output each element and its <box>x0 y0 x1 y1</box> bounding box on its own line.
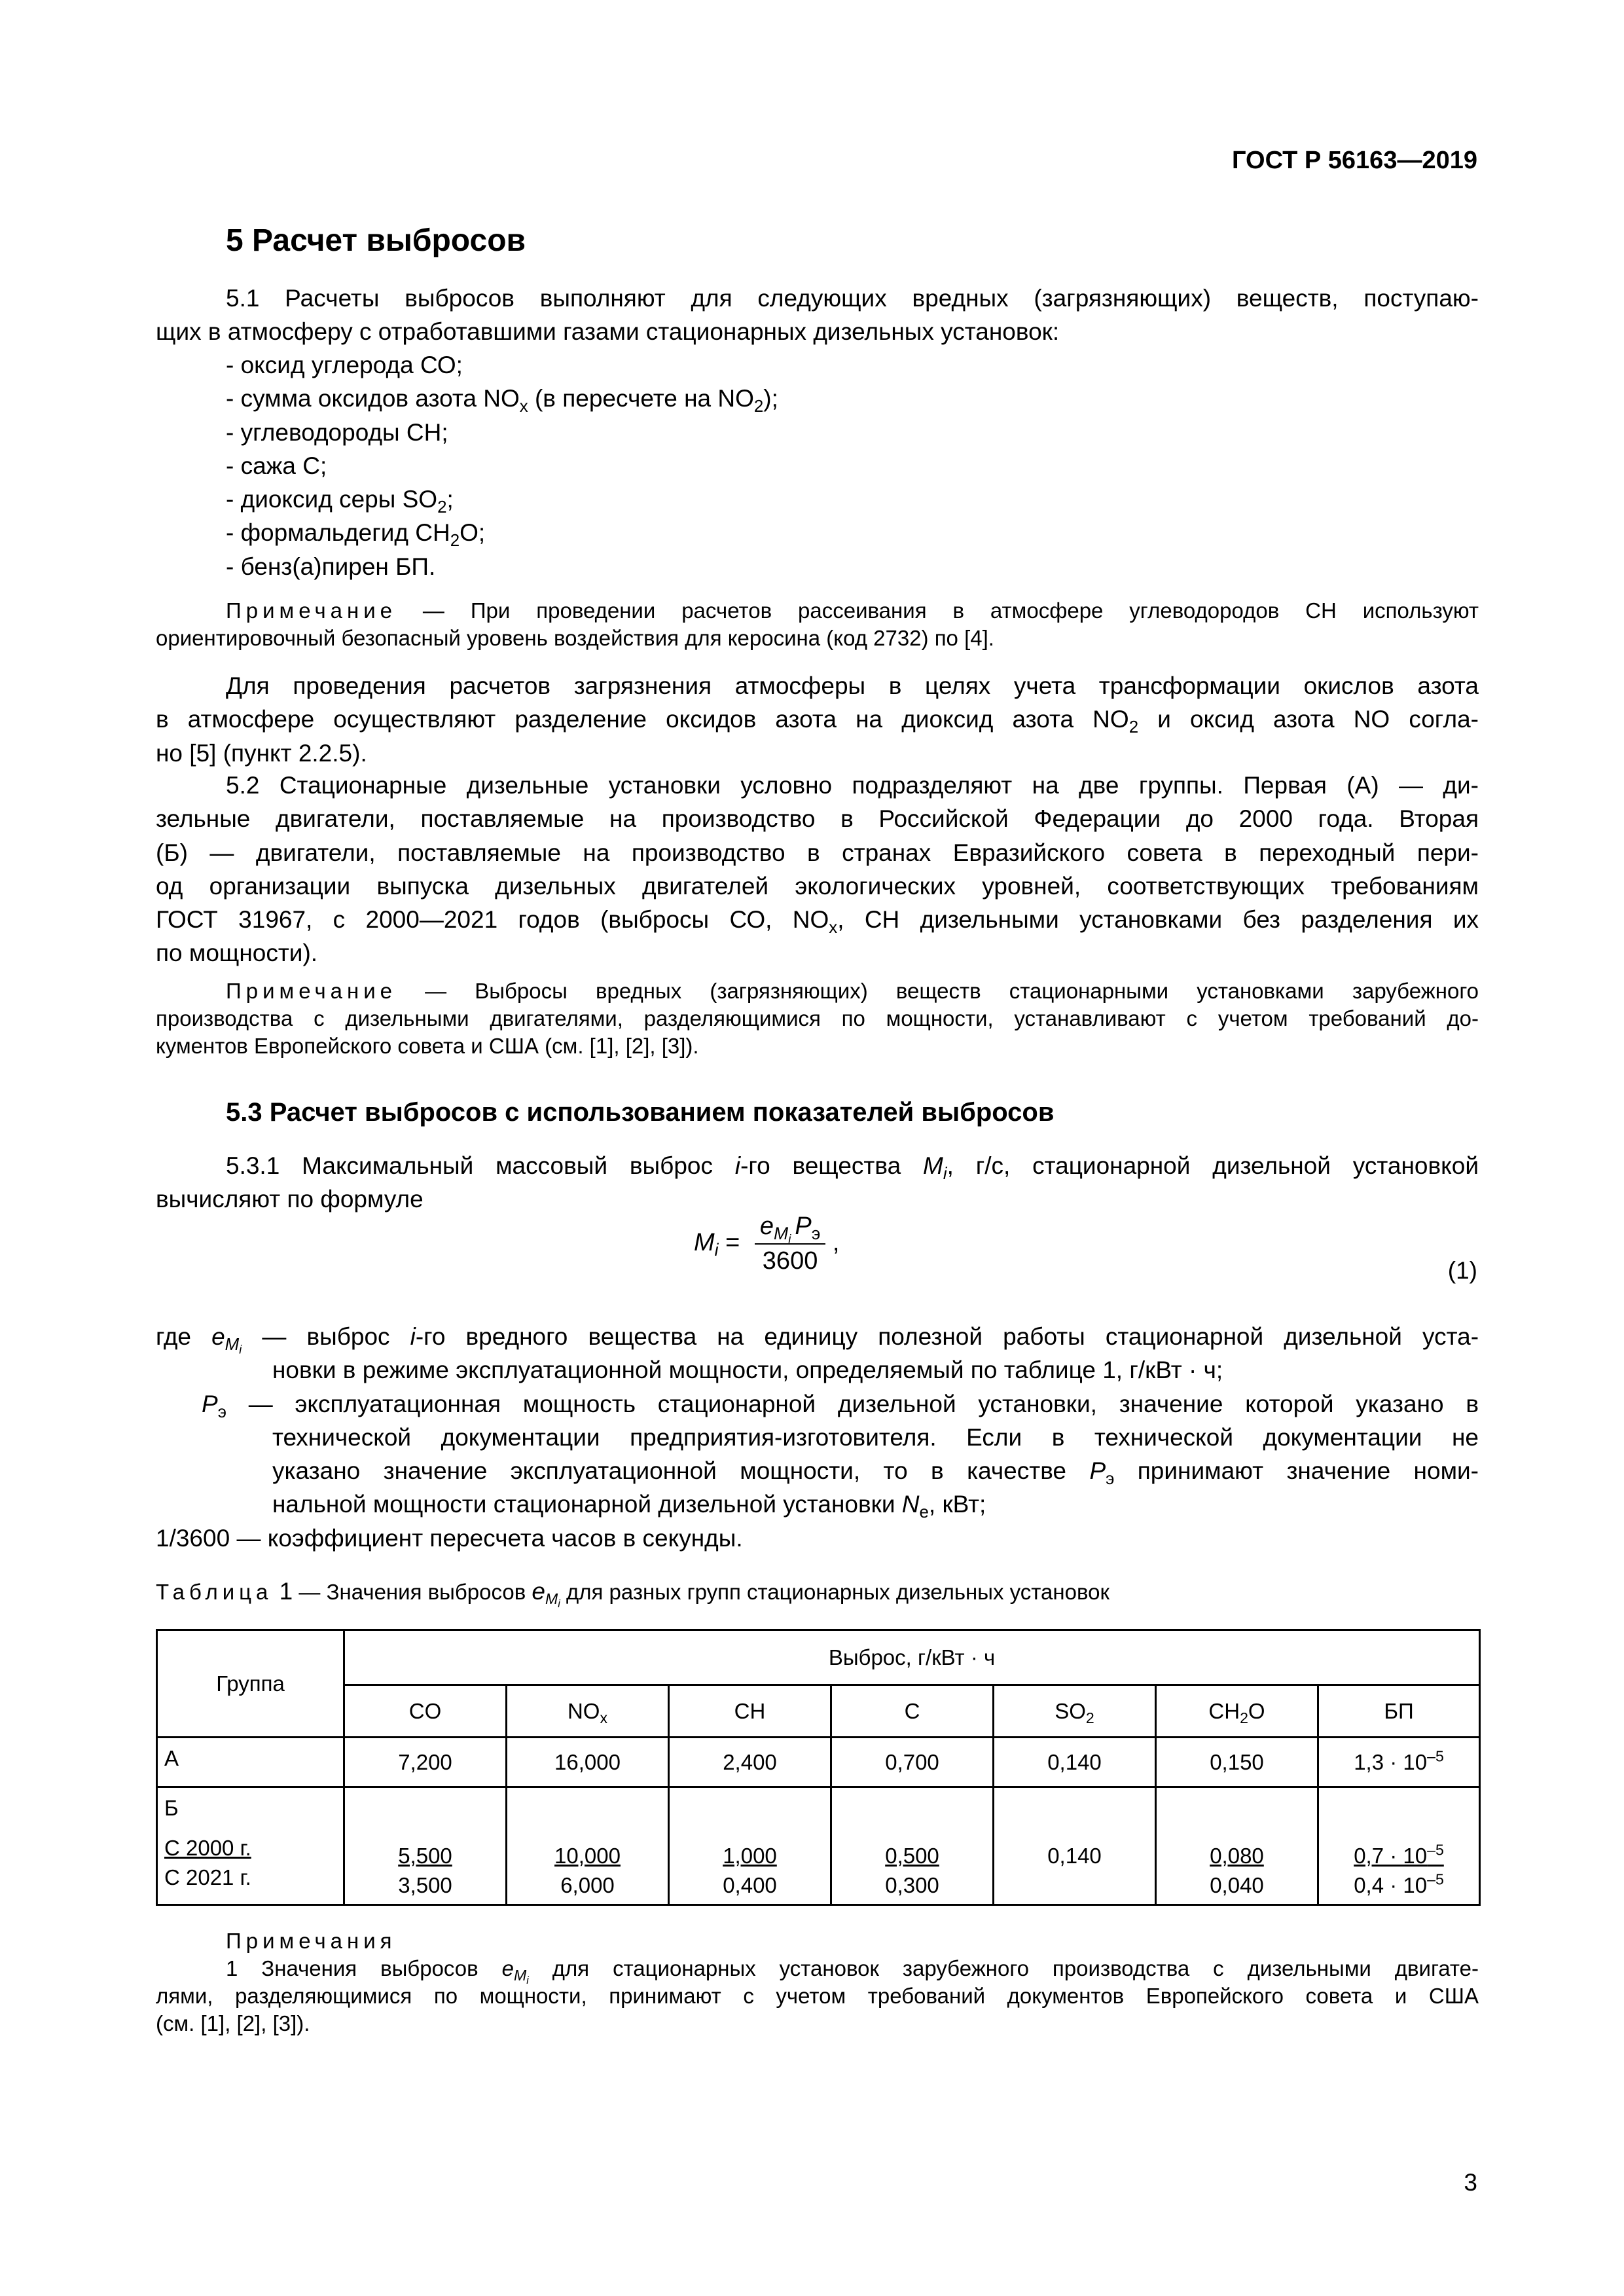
cell-b-so2: 0,140 <box>994 1787 1156 1905</box>
list-item-ch2o-sub: 2 <box>450 532 460 551</box>
formula-fraction <box>755 1212 825 1275</box>
table-note-1-e: e <box>501 1956 514 1980</box>
paragraph-5-1-line-2: щих в атмосферу с отработавшими газами стационарных дизельных установок: <box>156 318 1060 346</box>
cell-group-b-2021: С 2021 г. <box>164 1865 251 1889</box>
cell-b-bp-2000 <box>1326 1841 1472 1870</box>
paragraph-5-3-1-line-2: вычисляют по формуле <box>156 1186 424 1213</box>
list-item-nox-sub-2: 2 <box>753 397 764 416</box>
list-item-ch2o-text: - формальдегид CH <box>226 519 450 547</box>
page-number: 3 <box>1464 2169 1477 2196</box>
paragraph-5-3-1-index: i <box>734 1152 741 1179</box>
table-row-a <box>157 1738 1480 1787</box>
header-co: CO <box>344 1685 507 1738</box>
paragraph-5-3-1-text-2: -го вещества <box>740 1152 923 1179</box>
formula-denominator: 3600 <box>762 1247 818 1275</box>
legend-p-text-6: , кВт; <box>928 1491 986 1518</box>
header-ch2o-sub: 2 <box>1240 1709 1248 1726</box>
paragraph-5-2-text: ГОСТ 31967, с 2000—2021 годов (выбросы СО, NO <box>156 906 829 934</box>
legend-p-text-4: принимают значение номи- <box>1114 1457 1479 1485</box>
note-2-label: Примечание <box>226 979 397 1003</box>
paragraph-transformation-line-2 <box>156 702 1479 736</box>
paragraph-5-2-sub: x <box>829 918 838 937</box>
cell-a-bp-exp: –5 <box>1427 1747 1444 1765</box>
note-1-line-2: ориентировочный безопасный уровень воздействия для керосина (код 2732) по [4]. <box>156 626 994 650</box>
cell-group-b-2000: С 2000 г. <box>164 1836 251 1860</box>
cell-group-b <box>157 1787 344 1905</box>
list-item-so2 <box>226 483 778 516</box>
legend-e-text-2: -го вредного вещества на единицу полезной работы стационарной дизельной уста- <box>415 1323 1479 1350</box>
cell-b-bp-2021 <box>1326 1870 1472 1900</box>
legend-p-text: — эксплуатационная мощность стационарной дизельной установки, значение которой указано в <box>226 1390 1479 1417</box>
cell-b-co-2021: 3,500 <box>398 1873 452 1897</box>
table-caption-e: e <box>532 1578 545 1605</box>
legend-e-line-1 <box>156 1320 1479 1357</box>
paragraph-5-2-line-2: зельные двигатели, поставляемые на производство в Российской Федерации до 2000 года. Вторая <box>156 805 1479 833</box>
header-so2-text: SO <box>1055 1699 1086 1723</box>
table-note-1-text-2: для стационарных установок зарубежного производства с дизельными двигате- <box>528 1956 1479 1980</box>
table-note-1-line-1 <box>156 1955 1479 1986</box>
note-2-text: — Выбросы вредных (загрязняющих) веществ стационарными установками зарубежного <box>397 979 1479 1003</box>
cell-b-nox-2021: 6,000 <box>560 1873 615 1897</box>
paragraph-5-3-1-symbol: M <box>923 1152 943 1179</box>
table-caption-sub-i: i <box>558 1597 560 1610</box>
list-item-soot: - сажа С; <box>226 452 327 479</box>
formula-numerator <box>755 1212 825 1245</box>
legend-coef-line: 1/3600 — коэффициент пересчета часов в секунды. <box>156 1524 743 1552</box>
header-nox <box>507 1685 669 1738</box>
legend-e-symbol: e <box>211 1323 225 1350</box>
table-note-1-sub-i: i <box>526 1974 529 1986</box>
cell-group-b-label: Б <box>164 1796 179 1820</box>
formula-1 <box>694 1212 839 1275</box>
note-1 <box>156 597 1479 652</box>
legend-p-sub: э <box>217 1402 226 1421</box>
cell-b-nox <box>507 1787 669 1905</box>
list-item-ch: - углеводороды СН; <box>226 418 448 446</box>
cell-a-bp-base: 1,3 · 10 <box>1354 1750 1428 1774</box>
paragraph-5-1 <box>156 282 1479 349</box>
formula-num-sub-i: i <box>788 1231 791 1246</box>
paragraph-transformation-line-3: но [5] (пункт 2.2.5). <box>156 739 367 767</box>
table-notes-label: Примечания <box>226 1929 397 1953</box>
legend-p-line-1 <box>156 1387 1479 1421</box>
paragraph-transformation-text: в атмосфере осуществляют разделение оксидов азота на диоксид азота NO <box>156 706 1129 733</box>
header-so2-sub: 2 <box>1085 1709 1094 1726</box>
legend-e-line-2: новки в режиме эксплуатационной мощности, определяемый по таблице 1, г/кВт · ч; <box>272 1357 1223 1384</box>
paragraph-5-2-line-5 <box>156 903 1479 936</box>
table-caption <box>156 1578 1110 1610</box>
cell-b-ch-2000: 1,000 <box>723 1844 777 1868</box>
note-2-line-3: кументов Европейского совета и США (см. [1], [2], [3]). <box>156 1034 699 1058</box>
paragraph-5-3-1-text-3: , г/с, стационарной дизельной установкой <box>947 1152 1479 1179</box>
paragraph-5-3-1-line-1 <box>156 1149 1479 1182</box>
formula-num-p-sub: э <box>811 1223 821 1243</box>
legend-p-symbol: P <box>202 1390 218 1417</box>
cell-b-co <box>344 1787 507 1905</box>
table-note-1-sub <box>514 1967 529 1984</box>
table-row-b <box>157 1787 1480 1905</box>
paragraph-5-2 <box>156 769 1479 970</box>
legend-p-line-2: технической документации предприятия-изготовителя. Если в технической документации не <box>272 1423 1479 1451</box>
cell-b-co-2000: 5,500 <box>398 1844 452 1868</box>
table-caption-sub-m: M <box>545 1590 558 1607</box>
list-item-nox-text: - сумма оксидов азота NO <box>226 385 520 412</box>
list-item-nox <box>226 382 778 415</box>
cell-b-ch2o-2000: 0,080 <box>1210 1844 1264 1868</box>
formula-equals: = <box>718 1229 747 1257</box>
cell-b-ch2o <box>1156 1787 1318 1905</box>
header-ch2o-text-2: O <box>1248 1699 1265 1723</box>
cell-a-c: 0,700 <box>831 1738 994 1787</box>
cell-a-co: 7,200 <box>344 1738 507 1787</box>
cell-a-bp <box>1318 1738 1480 1787</box>
legend-p-text-5: нальной мощности стационарной дизельной установки <box>272 1491 902 1518</box>
cell-b-ch2o-2021: 0,040 <box>1210 1873 1264 1897</box>
paragraph-5-2-line-1: 5.2 Стационарные дизельные установки условно подразделяют на две группы. Первая (А) — ди- <box>226 772 1479 799</box>
table-caption-text: — Значения выбросов <box>293 1580 532 1604</box>
header-so2 <box>994 1685 1156 1738</box>
legend-where: где <box>156 1323 212 1350</box>
paragraph-5-1-line-1: 5.1 Расчеты выбросов выполняют для следующих вредных (загрязняющих) веществ, поступаю- <box>226 285 1479 312</box>
formula-comma: , <box>825 1229 840 1257</box>
substance-list <box>226 348 778 583</box>
paragraph-transformation-sub: 2 <box>1128 718 1139 737</box>
cell-b-bp-2000-exp: –5 <box>1427 1841 1444 1859</box>
table-caption-text-2: для разных групп стационарных дизельных установок <box>560 1580 1110 1604</box>
table-note-1-text: 1 Значения выбросов <box>226 1956 502 1980</box>
table-note-1-sub-m: M <box>513 1966 527 1984</box>
note-1-label: Примечание <box>226 598 397 623</box>
paragraph-transformation <box>156 669 1479 770</box>
legend-p-line-4 <box>156 1487 1479 1521</box>
cell-b-nox-2000: 10,000 <box>554 1844 621 1868</box>
table-header-row-1 <box>157 1630 1480 1685</box>
standard-designation: ГОСТ Р 56163—2019 <box>1232 147 1477 174</box>
cell-group-a: А <box>157 1738 344 1787</box>
formula-num-e: e <box>759 1212 774 1240</box>
cell-b-c-2000: 0,500 <box>885 1844 939 1868</box>
emissions-table <box>156 1629 1481 1906</box>
paragraph-5-3-1-symbol-sub: i <box>943 1164 947 1183</box>
table-header-row-2 <box>157 1685 1480 1738</box>
cell-b-c-2021: 0,300 <box>885 1873 939 1897</box>
list-item-ch2o <box>226 516 778 549</box>
list-item-nox-sub: x <box>519 397 528 416</box>
note-1-text: — При проведении расчетов рассеивания в атмосфере углеводородов СН используют <box>397 598 1479 623</box>
paragraph-transformation-line-1: Для проведения расчетов загрязнения атмосферы в целях учета трансформации окислов азота <box>226 672 1479 699</box>
legend-p-text-3: указано значение эксплуатационной мощности, то в качестве <box>272 1457 1090 1485</box>
header-nox-text: NO <box>567 1699 600 1723</box>
list-item-so2-text: - диоксид серы SO <box>226 486 438 513</box>
paragraph-5-2-text-2: , СН дизельными установками без разделения их <box>837 906 1479 934</box>
header-emission: Выброс, г/кВт · ч <box>344 1630 1480 1685</box>
legend-p-sub-2: э <box>1106 1469 1115 1488</box>
cell-a-nox: 16,000 <box>507 1738 669 1787</box>
cell-b-c <box>831 1787 994 1905</box>
cell-b-bp-2021-exp: –5 <box>1427 1870 1444 1888</box>
cell-b-bp <box>1318 1787 1480 1905</box>
cell-b-ch <box>669 1787 831 1905</box>
formula-lhs: M <box>694 1229 715 1257</box>
cell-a-so2: 0,140 <box>994 1738 1156 1787</box>
legend-e-sub-m: M <box>225 1335 240 1354</box>
table-notes <box>156 1927 1479 2037</box>
list-item-nox-text-3: ); <box>763 385 778 412</box>
list-item-ch2o-text-2: O; <box>460 519 486 547</box>
table-note-1-line-2: лями, разделяющимися по мощности, принимают с учетом требований документов Европейского совета и США <box>156 1984 1479 2008</box>
formula-legend <box>156 1320 1479 1555</box>
table-caption-label: Таблица <box>156 1580 273 1604</box>
note-2 <box>156 977 1479 1060</box>
header-c: C <box>831 1685 994 1738</box>
table-caption-sub <box>545 1590 560 1610</box>
paragraph-5-3-1-text: 5.3.1 Максимальный массовый выброс <box>226 1152 735 1179</box>
formula-num-p: P <box>795 1212 812 1240</box>
legend-e-text: — выброс <box>242 1323 410 1350</box>
legend-p-line-3 <box>156 1454 1479 1487</box>
note-2-line-2: производства с дизельными двигателями, разделяющимися по мощности, устанавливают с учетом требований до- <box>156 1006 1479 1030</box>
table-caption-number: 1 <box>272 1578 293 1605</box>
paragraph-5-3-1 <box>156 1149 1479 1216</box>
section-title: 5 Расчет выбросов <box>226 223 526 258</box>
note-2-line-1 <box>156 977 1479 1005</box>
list-item-so2-text-2: ; <box>446 486 454 513</box>
note-1-line-1 <box>156 597 1479 625</box>
cell-a-ch: 2,400 <box>669 1738 831 1787</box>
legend-e-index: i <box>410 1323 416 1350</box>
cell-a-ch2o: 0,150 <box>1156 1738 1318 1787</box>
formula-number: (1) <box>1447 1257 1477 1284</box>
paragraph-5-2-line-4: од организации выпуска дизельных двигателей экологических уровней, соответствующих требованиям <box>156 872 1479 900</box>
list-item-co: - оксид углерода СО; <box>226 352 463 378</box>
legend-n-symbol: N <box>901 1491 920 1518</box>
paragraph-transformation-text-2: и оксид азота NO согла- <box>1138 706 1479 733</box>
header-group: Группа <box>157 1630 344 1738</box>
table-note-1-line-3: (см. [1], [2], [3]). <box>156 2011 310 2035</box>
paragraph-5-2-line-3: (Б) — двигатели, поставляемые на производство в странах Евразийского совета в переходный пери- <box>156 839 1479 866</box>
cell-b-ch-2021: 0,400 <box>723 1873 777 1897</box>
formula-lhs-sub: i <box>714 1240 719 1260</box>
paragraph-5-2-line-6: по мощности). <box>156 939 318 967</box>
subsection-title: 5.3 Расчет выбросов с использованием показателей выбросов <box>226 1098 1055 1127</box>
legend-p-symbol-2: P <box>1089 1457 1106 1485</box>
list-item-nox-text-2: (в пересчете на NO <box>528 385 754 412</box>
header-bp: БП <box>1318 1685 1480 1738</box>
list-item-so2-sub: 2 <box>437 498 447 517</box>
header-ch: CH <box>669 1685 831 1738</box>
header-ch2o <box>1156 1685 1318 1738</box>
legend-e-sub <box>225 1335 242 1357</box>
formula-num-sub-m: M <box>774 1223 789 1243</box>
formula-num-sub <box>774 1223 791 1246</box>
legend-e-sub-i: i <box>239 1343 242 1357</box>
cell-b-bp-2000-base: 0,7 · 10 <box>1354 1844 1428 1868</box>
legend-n-sub: e <box>919 1503 929 1522</box>
header-nox-sub: x <box>600 1709 608 1726</box>
cell-b-bp-2021-base: 0,4 · 10 <box>1354 1873 1428 1897</box>
header-ch2o-text: CH <box>1208 1699 1240 1723</box>
list-item-bp: - бенз(а)пирен БП. <box>226 553 436 580</box>
